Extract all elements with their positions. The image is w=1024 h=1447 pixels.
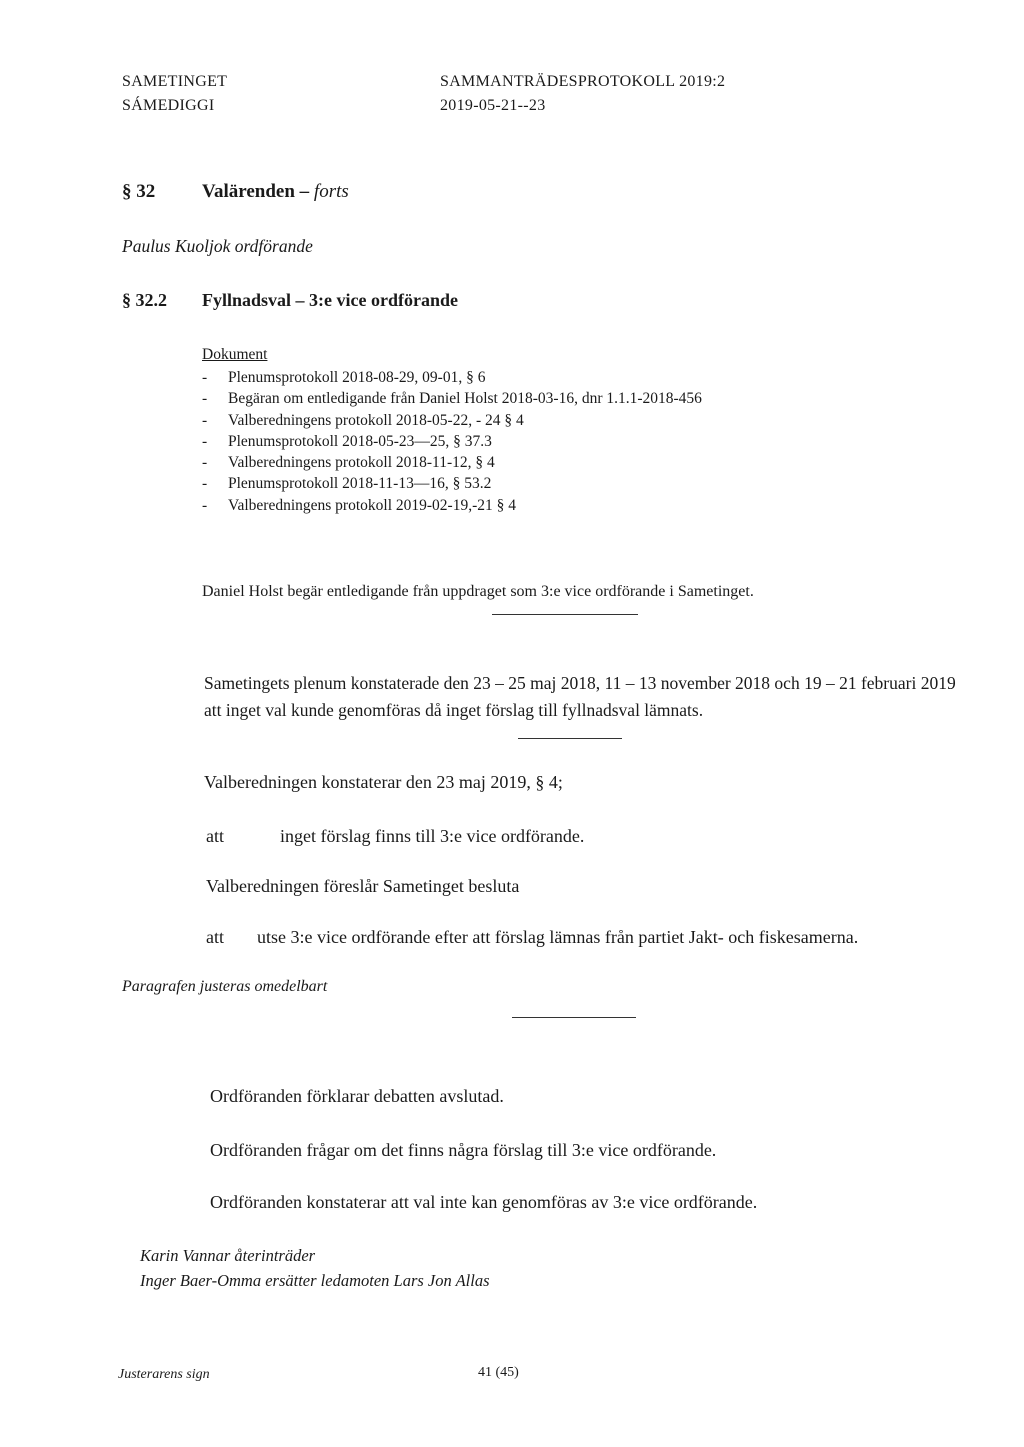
subsection-heading xyxy=(122,290,458,311)
meeting-dates: 2019-05-21--23 xyxy=(440,97,546,114)
attendance-note: Inger Baer-Omma ersätter ledamoten Lars Jon Allas xyxy=(140,1271,490,1290)
att-label: att xyxy=(206,927,224,947)
separator-line xyxy=(512,1017,636,1018)
subsection-title: Fyllnadsval – 3:e vice ordförande xyxy=(202,290,458,310)
chair-statement: Ordföranden konstaterar att val inte kan genomföras av 3:e vice ordförande. xyxy=(210,1192,758,1212)
subsection-number: § 32.2 xyxy=(122,290,167,310)
att-clause-text: inget förslag finns till 3:e vice ordförande. xyxy=(280,826,585,846)
justification-note: Paragrafen justeras omedelbart xyxy=(122,978,328,995)
document-item: - Plenumsprotokoll 2018-11-13—16, § 53.2 xyxy=(202,473,702,494)
holst-request-text: Daniel Holst begär entledigande från uppdraget som 3:e vice ordförande i Sametinget. xyxy=(202,583,754,600)
section-number: § 32 xyxy=(122,181,156,202)
org-name-sami: SÁMEDIGGI xyxy=(122,97,215,114)
section-title: Valärenden – xyxy=(202,181,314,202)
section-heading xyxy=(122,181,349,203)
document-title: SAMMANTRÄDESPROTOKOLL 2019:2 xyxy=(440,73,726,90)
valberedning-proposal-text: Valberedningen föreslår Sametinget besluta xyxy=(206,876,520,896)
chair-statement: Ordföranden frågar om det finns några förslag till 3:e vice ordförande. xyxy=(210,1140,717,1160)
plenum-statement-text: Sametingets plenum konstaterade den 23 – 25 maj 2018, 11 – 13 november 2018 och 19 – 21 februari 2019 att inget val kunde genomföras då inget förslag till fyllnadsval lämnats. xyxy=(204,673,956,720)
document-item: - Valberedningens protokoll 2018-05-22, - 24 § 4 xyxy=(202,410,702,431)
section-title-suffix: forts xyxy=(313,181,349,202)
signature-label: Justerarens sign xyxy=(118,1367,210,1382)
chair-note: Paulus Kuoljok ordförande xyxy=(122,236,313,256)
documents-heading: Dokument xyxy=(202,346,268,363)
att-label: att xyxy=(206,826,224,846)
page-number: 41 (45) xyxy=(478,1365,519,1380)
attendance-note: Karin Vannar återinträder xyxy=(140,1246,316,1265)
org-name-swedish: SAMETINGET xyxy=(122,73,228,90)
chair-statement: Ordföranden förklarar debatten avslutad. xyxy=(210,1086,504,1106)
document-list xyxy=(202,367,702,516)
att-clause-text: utse 3:e vice ordförande efter att förslag lämnas från partiet Jakt- och fiskesamerna. xyxy=(257,927,859,947)
document-item: - Plenumsprotokoll 2018-05-23—25, § 37.3 xyxy=(202,431,702,452)
document-item: - Valberedningens protokoll 2018-11-12, § 4 xyxy=(202,452,702,473)
separator-line xyxy=(492,614,638,615)
separator-line xyxy=(518,738,622,739)
document-item: - Begäran om entledigande från Daniel Holst 2018-03-16, dnr 1.1.1-2018-456 xyxy=(202,388,702,409)
document-item: - Valberedningens protokoll 2019-02-19,-21 § 4 xyxy=(202,495,702,516)
valberedning-finding-text: Valberedningen konstaterar den 23 maj 2019, § 4; xyxy=(204,772,563,792)
document-item: - Plenumsprotokoll 2018-08-29, 09-01, § 6 xyxy=(202,367,702,388)
